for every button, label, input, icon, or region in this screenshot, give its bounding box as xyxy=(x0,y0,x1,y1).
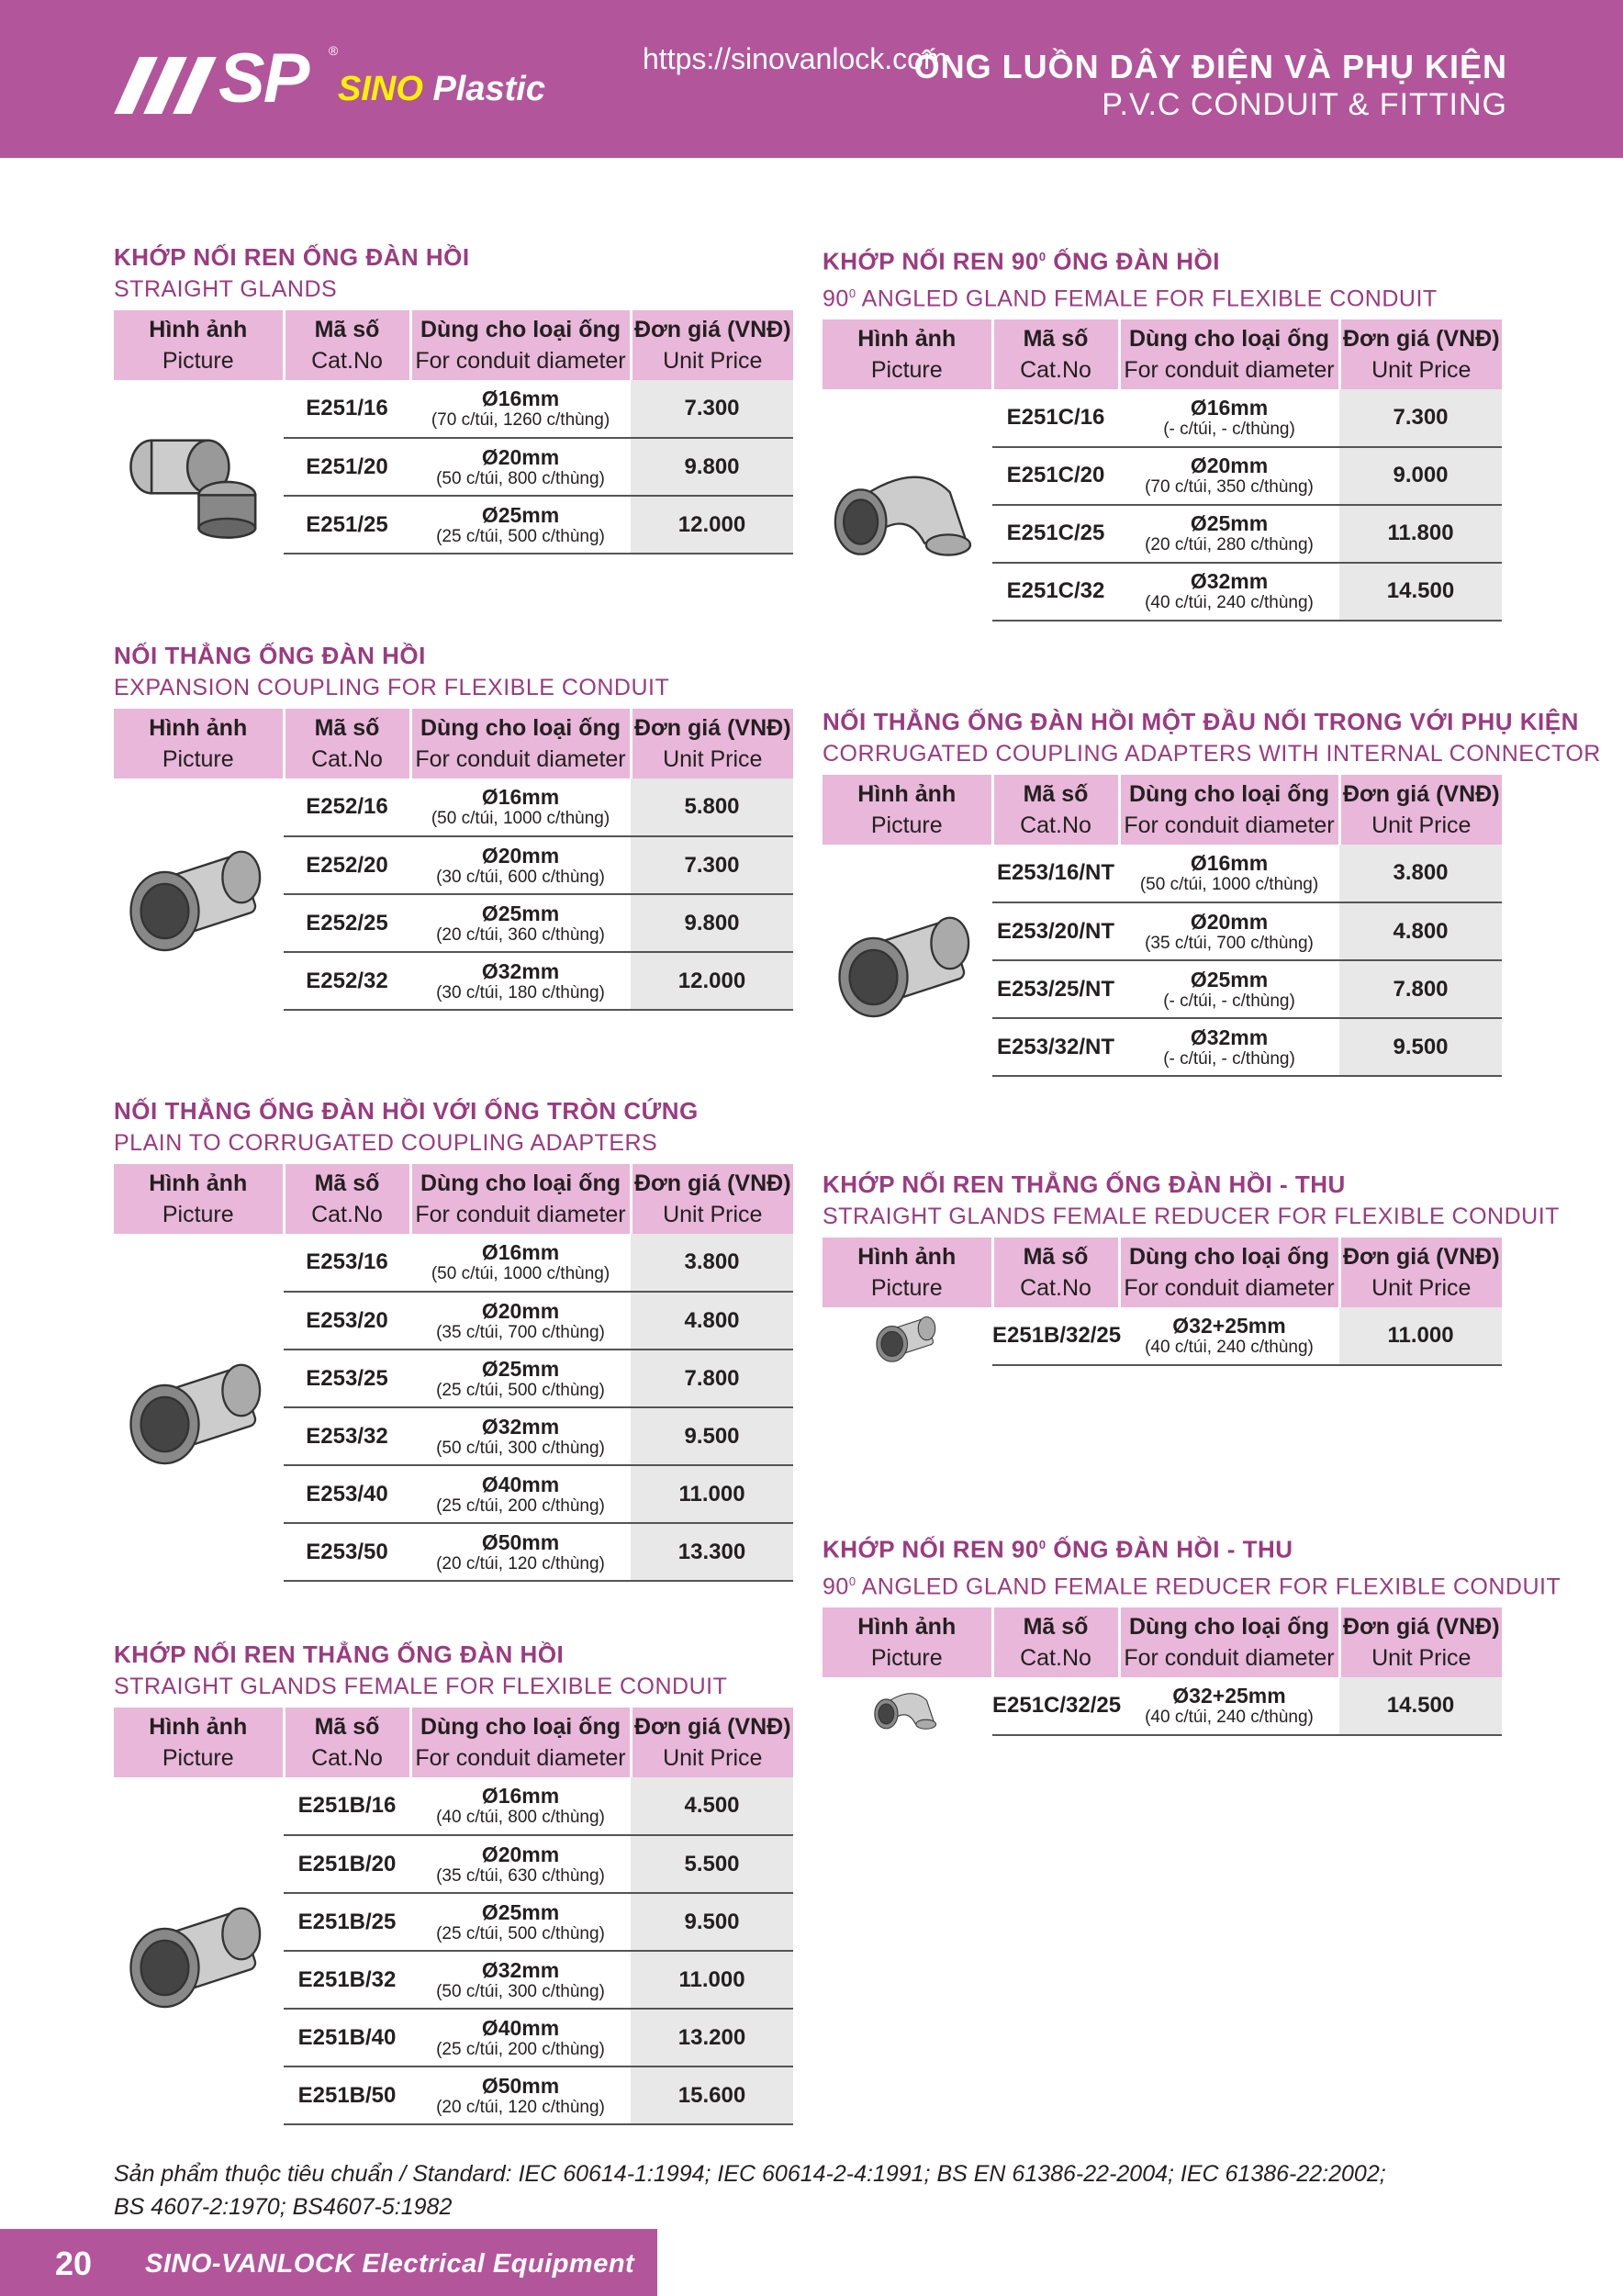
section-subtitle: $90^0$ ANGLED GLAND FEMALE REDUCER FOR FLEXIBLE CONDUIT xyxy=(823,1573,1561,1599)
price-cell: 12.000 xyxy=(631,952,793,1010)
price-cell: 15.600 xyxy=(631,2066,793,2124)
diameter-cell: Ø32mm (40 c/túi, 240 c/thùng) xyxy=(1119,563,1339,621)
diameter-cell: Ø32+25mm (40 c/túi, 240 c/thùng) xyxy=(1119,1677,1339,1735)
price-table xyxy=(114,709,793,1011)
col-header-cat-no: Mã số Cat.No xyxy=(284,1164,410,1234)
table-row xyxy=(114,1234,793,1292)
price-cell: 13.300 xyxy=(631,1523,793,1581)
price-cell: 3.800 xyxy=(1339,845,1502,902)
col-header-diameter: Dùng cho loại ống For conduit diameter xyxy=(410,709,631,778)
price-cell: 7.300 xyxy=(1339,389,1502,447)
section-subtitle: CORRUGATED COUPLING ADAPTERS WITH INTERNAL CONNECTOR xyxy=(823,741,1601,767)
diameter-cell: Ø20mm (35 c/túi, 700 c/thùng) xyxy=(410,1292,631,1350)
section-subtitle: STRAIGHT GLANDS FEMALE FOR FLEXIBLE CONDUIT xyxy=(114,1674,728,1699)
table-header-row xyxy=(823,1238,1502,1307)
section-title: KHỚP NỐI REN THẲNG ỐNG ĐÀN HỒI xyxy=(114,1641,565,1668)
table-row xyxy=(114,778,793,836)
section-subtitle: EXPANSION COUPLING FOR FLEXIBLE CONDUIT xyxy=(114,675,670,700)
table-header-row xyxy=(114,1708,793,1777)
col-header-price: Đơn giá (VNĐ) Unit Price xyxy=(631,1708,793,1777)
col-header-picture: Hình ảnh Picture xyxy=(823,1607,992,1677)
product-section xyxy=(823,705,1601,1077)
cat-no-cell: E251/25 xyxy=(284,496,410,554)
price-cell: 11.000 xyxy=(631,1951,793,2009)
cat-no-cell: E253/20 xyxy=(284,1292,410,1350)
col-header-picture: Hình ảnh Picture xyxy=(114,709,284,778)
diameter-cell: Ø50mm (20 c/túi, 120 c/thùng) xyxy=(410,2066,631,2124)
cat-no-cell: E253/32/NT xyxy=(992,1018,1119,1076)
col-header-price: Đơn giá (VNĐ) Unit Price xyxy=(631,709,793,778)
table-row xyxy=(823,845,1502,902)
diameter-cell: Ø25mm (25 c/túi, 500 c/thùng) xyxy=(410,1893,631,1951)
diameter-cell: Ø20mm (30 c/túi, 600 c/thùng) xyxy=(410,836,631,894)
col-header-price: Đơn giá (VNĐ) Unit Price xyxy=(1339,775,1502,845)
cat-no-cell: E251/20 xyxy=(284,438,410,496)
diameter-cell: Ø16mm (50 c/túi, 1000 c/thùng) xyxy=(410,778,631,836)
price-cell: 12.000 xyxy=(631,496,793,554)
table-header-row xyxy=(823,775,1502,845)
price-table xyxy=(823,1607,1502,1736)
price-cell: 14.500 xyxy=(1339,1677,1502,1735)
logo-name: SINO Plastic xyxy=(338,70,545,108)
diameter-cell: Ø20mm (50 c/túi, 800 c/thùng) xyxy=(410,438,631,496)
section-title: NỐI THẲNG ỐNG ĐÀN HỒI xyxy=(114,642,426,669)
expansion-coupling-image xyxy=(114,778,284,1010)
col-header-cat-no: Mã số Cat.No xyxy=(992,775,1119,845)
cat-no-cell: E251C/20 xyxy=(992,447,1119,505)
col-header-cat-no: Mã số Cat.No xyxy=(284,709,410,778)
cat-no-cell: E253/40 xyxy=(284,1465,410,1523)
table-header-row xyxy=(823,1607,1502,1677)
col-header-diameter: Dùng cho loại ống For conduit diameter xyxy=(1119,1238,1339,1307)
catalog-title-vn: ỐNG LUỒN DÂY ĐIỆN VÀ PHỤ KIỆN xyxy=(913,48,1507,85)
diameter-cell: Ø25mm (25 c/túi, 500 c/thùng) xyxy=(410,496,631,554)
page-footer xyxy=(0,2229,657,2296)
col-header-cat-no: Mã số Cat.No xyxy=(992,319,1119,389)
cat-no-cell: E252/16 xyxy=(284,778,410,836)
page-header xyxy=(0,0,1623,158)
price-table xyxy=(823,1238,1502,1366)
price-cell: 9.500 xyxy=(631,1407,793,1465)
diameter-cell: Ø16mm (50 c/túi, 1000 c/thùng) xyxy=(410,1234,631,1292)
price-cell: 5.800 xyxy=(631,778,793,836)
price-table xyxy=(114,310,793,554)
table-row xyxy=(114,380,793,438)
price-cell: 7.300 xyxy=(631,836,793,894)
diameter-cell: Ø16mm (70 c/túi, 1260 c/thùng) xyxy=(410,380,631,438)
section-title: KHỚP NỐI REN $90^0$ ỐNG ĐÀN HỒI - THU xyxy=(823,1535,1293,1563)
col-header-cat-no: Mã số Cat.No xyxy=(992,1238,1119,1307)
cat-no-cell: E251B/20 xyxy=(284,1835,410,1893)
female-gland-image xyxy=(114,1777,284,2124)
table-row xyxy=(823,1307,1502,1365)
diameter-cell: Ø40mm (25 c/túi, 200 c/thùng) xyxy=(410,1465,631,1523)
price-cell: 7.800 xyxy=(1339,960,1502,1018)
diameter-cell: Ø32mm (30 c/túi, 180 c/thùng) xyxy=(410,952,631,1010)
diameter-cell: Ø25mm (20 c/túi, 280 c/thùng) xyxy=(1119,505,1339,563)
website-url[interactable]: https://sinovanlock.com xyxy=(643,42,948,75)
catalog-title xyxy=(914,48,1507,123)
cat-no-cell: E253/32 xyxy=(284,1407,410,1465)
cat-no-cell: E251B/40 xyxy=(284,2009,410,2066)
price-cell: 11.000 xyxy=(1339,1307,1502,1365)
price-cell: 9.500 xyxy=(1339,1018,1502,1076)
section-title: KHỚP NỐI REN ỐNG ĐÀN HỒI xyxy=(114,243,470,271)
col-header-diameter: Dùng cho loại ống For conduit diameter xyxy=(410,310,631,380)
angled-reducer-image xyxy=(823,1677,992,1735)
diameter-cell: Ø16mm (50 c/túi, 1000 c/thùng) xyxy=(1119,845,1339,902)
diameter-cell: Ø20mm (35 c/túi, 630 c/thùng) xyxy=(410,1835,631,1893)
price-cell: 13.200 xyxy=(631,2009,793,2066)
product-section xyxy=(114,1638,793,2125)
col-header-price: Đơn giá (VNĐ) Unit Price xyxy=(1339,319,1502,389)
price-cell: 3.800 xyxy=(631,1234,793,1292)
section-subtitle: PLAIN TO CORRUGATED COUPLING ADAPTERS xyxy=(114,1130,658,1156)
col-header-picture: Hình ảnh Picture xyxy=(114,310,284,380)
price-cell: 7.800 xyxy=(631,1350,793,1407)
table-header-row xyxy=(114,310,793,380)
diameter-cell: Ø16mm (- c/túi, - c/thùng) xyxy=(1119,389,1339,447)
col-header-cat-no: Mã số Cat.No xyxy=(284,1708,410,1777)
diameter-cell: Ø32mm (50 c/túi, 300 c/thùng) xyxy=(410,1951,631,2009)
price-cell: 11.000 xyxy=(631,1465,793,1523)
price-cell: 9.500 xyxy=(631,1893,793,1951)
logo-mark: SP xyxy=(218,39,308,118)
diameter-cell: Ø32+25mm (40 c/túi, 240 c/thùng) xyxy=(1119,1307,1339,1365)
product-section xyxy=(823,241,1502,622)
angled-gland-image xyxy=(823,389,992,621)
col-header-cat-no: Mã số Cat.No xyxy=(284,310,410,380)
col-header-diameter: Dùng cho loại ống For conduit diameter xyxy=(410,1164,631,1234)
product-section xyxy=(114,639,793,1011)
cat-no-cell: E251B/16 xyxy=(284,1777,410,1835)
col-header-price: Đơn giá (VNĐ) Unit Price xyxy=(1339,1607,1502,1677)
product-section xyxy=(823,1529,1561,1736)
price-table xyxy=(823,775,1502,1077)
table-row xyxy=(823,389,1502,447)
cat-no-cell: E252/32 xyxy=(284,952,410,1010)
col-header-diameter: Dùng cho loại ống For conduit diameter xyxy=(1119,775,1339,845)
table-header-row xyxy=(114,1164,793,1234)
col-header-price: Đơn giá (VNĐ) Unit Price xyxy=(1339,1238,1502,1307)
diameter-cell: Ø32mm (- c/túi, - c/thùng) xyxy=(1119,1018,1339,1076)
cat-no-cell: E251C/32 xyxy=(992,563,1119,621)
diameter-cell: Ø20mm (35 c/túi, 700 c/thùng) xyxy=(1119,902,1339,960)
diameter-cell: Ø20mm (70 c/túi, 350 c/thùng) xyxy=(1119,447,1339,505)
col-header-diameter: Dùng cho loại ống For conduit diameter xyxy=(1119,319,1339,389)
col-header-price: Đơn giá (VNĐ) Unit Price xyxy=(631,310,793,380)
straight-gland-image xyxy=(114,380,284,554)
sino-plastic-logo: SP ® SINO Plastic xyxy=(118,48,558,121)
col-header-price: Đơn giá (VNĐ) Unit Price xyxy=(631,1164,793,1234)
product-section xyxy=(823,1168,1560,1366)
table-header-row xyxy=(114,709,793,778)
price-cell: 7.300 xyxy=(631,380,793,438)
price-cell: 9.800 xyxy=(631,894,793,952)
diameter-cell: Ø25mm (- c/túi, - c/thùng) xyxy=(1119,960,1339,1018)
section-subtitle: STRAIGHT GLANDS FEMALE REDUCER FOR FLEXIBLE CONDUIT xyxy=(823,1204,1560,1229)
col-header-diameter: Dùng cho loại ống For conduit diameter xyxy=(410,1708,631,1777)
cat-no-cell: E251C/25 xyxy=(992,505,1119,563)
table-row xyxy=(114,1777,793,1835)
section-subtitle: STRAIGHT GLANDS xyxy=(114,276,338,302)
diameter-cell: Ø50mm (20 c/túi, 120 c/thùng) xyxy=(410,1523,631,1581)
table-row xyxy=(823,1677,1502,1735)
standards-note: Sản phẩm thuộc tiêu chuẩn / Standard: IEC 60614-1:1994; IEC 60614-2-4:1991; BS EN 61386-22-2004; IEC 61386-22:2002; BS 4607-2:1970; BS4607-5:1982 xyxy=(114,2161,1386,2220)
cat-no-cell: E253/50 xyxy=(284,1523,410,1581)
product-section xyxy=(114,1094,793,1582)
cat-no-cell: E253/20/NT xyxy=(992,902,1119,960)
price-cell: 4.800 xyxy=(631,1292,793,1350)
price-table xyxy=(823,319,1502,622)
product-section xyxy=(114,241,793,554)
price-cell: 5.500 xyxy=(631,1835,793,1893)
footer-company: SINO-VANLOCK Electrical Equipment xyxy=(145,2249,635,2279)
section-title: KHỚP NỐI REN THẲNG ỐNG ĐÀN HỒI - THU xyxy=(823,1170,1346,1198)
price-cell: 11.800 xyxy=(1339,505,1502,563)
diameter-cell: Ø25mm (25 c/túi, 500 c/thùng) xyxy=(410,1350,631,1407)
cat-no-cell: E251B/32 xyxy=(284,1951,410,2009)
price-cell: 9.800 xyxy=(631,438,793,496)
internal-connector-coupling-image xyxy=(823,845,992,1076)
diameter-cell: Ø16mm (40 c/túi, 800 c/thùng) xyxy=(410,1777,631,1835)
col-header-cat-no: Mã số Cat.No xyxy=(992,1607,1119,1677)
reducer-gland-image xyxy=(823,1307,992,1365)
page-number: 20 xyxy=(55,2245,93,2282)
col-header-picture: Hình ảnh Picture xyxy=(823,1238,992,1307)
price-cell: 4.800 xyxy=(1339,902,1502,960)
col-header-picture: Hình ảnh Picture xyxy=(823,319,992,389)
table-header-row xyxy=(823,319,1502,389)
diameter-cell: Ø25mm (20 c/túi, 360 c/thùng) xyxy=(410,894,631,952)
price-cell: 14.500 xyxy=(1339,563,1502,621)
cat-no-cell: E251B/25 xyxy=(284,1893,410,1951)
price-cell: 4.500 xyxy=(631,1777,793,1835)
cat-no-cell: E251/16 xyxy=(284,380,410,438)
cat-no-cell: E251C/16 xyxy=(992,389,1119,447)
section-subtitle: $90^0$ ANGLED GLAND FEMALE FOR FLEXIBLE CONDUIT xyxy=(823,285,1438,311)
diameter-cell: Ø40mm (25 c/túi, 200 c/thùng) xyxy=(410,2009,631,2066)
diameter-cell: Ø32mm (50 c/túi, 300 c/thùng) xyxy=(410,1407,631,1465)
cat-no-cell: E253/16/NT xyxy=(992,845,1119,902)
section-title: KHỚP NỐI REN $90^0$ ỐNG ĐÀN HỒI xyxy=(823,247,1220,275)
col-header-picture: Hình ảnh Picture xyxy=(114,1164,284,1234)
col-header-picture: Hình ảnh Picture xyxy=(114,1708,284,1777)
cat-no-cell: E253/25 xyxy=(284,1350,410,1407)
cat-no-cell: E251B/32/25 xyxy=(992,1307,1119,1365)
cat-no-cell: E252/25 xyxy=(284,894,410,952)
section-title: NỐI THẲNG ỐNG ĐÀN HỒI MỘT ĐẦU NỐI TRONG VỚI PHỤ KIỆN xyxy=(823,708,1579,735)
plain-coupling-image xyxy=(114,1234,284,1581)
catalog-title-en: P.V.C CONDUIT & FITTING xyxy=(1102,87,1507,122)
price-table xyxy=(114,1164,793,1582)
col-header-diameter: Dùng cho loại ống For conduit diameter xyxy=(1119,1607,1339,1677)
cat-no-cell: E252/20 xyxy=(284,836,410,894)
section-title: NỐI THẲNG ỐNG ĐÀN HỒI VỚI ỐNG TRÒN CỨNG xyxy=(114,1097,699,1125)
price-table xyxy=(114,1708,793,2125)
cat-no-cell: E253/25/NT xyxy=(992,960,1119,1018)
cat-no-cell: E251C/32/25 xyxy=(992,1677,1119,1735)
cat-no-cell: E253/16 xyxy=(284,1234,410,1292)
col-header-picture: Hình ảnh Picture xyxy=(823,775,992,845)
cat-no-cell: E251B/50 xyxy=(284,2066,410,2124)
price-cell: 9.000 xyxy=(1339,447,1502,505)
